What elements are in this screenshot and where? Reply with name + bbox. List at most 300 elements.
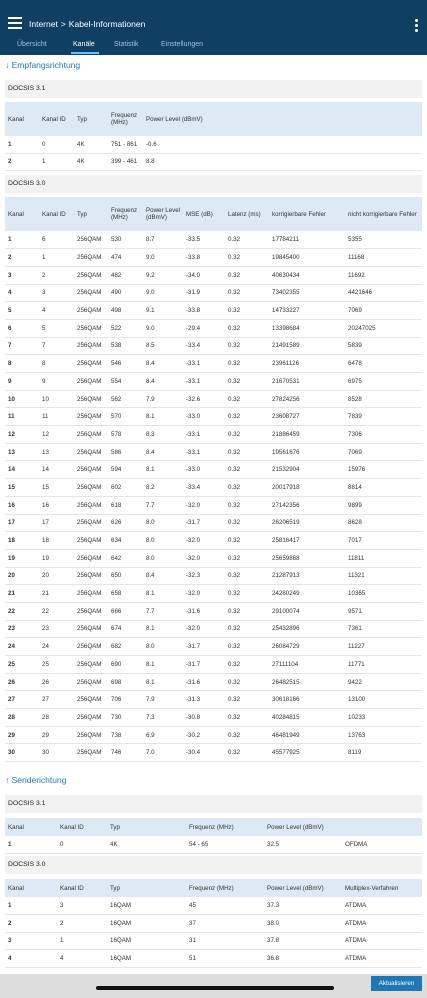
table-cell: -33.1 — [183, 373, 225, 391]
column-header: Power Level (dBmV) — [264, 879, 342, 897]
table-cell: 578 — [108, 426, 143, 444]
column-header: Power Level (dBmV) — [264, 818, 342, 836]
table-row — [5, 302, 422, 320]
table-cell: 3 — [5, 266, 39, 284]
app-bar — [0, 0, 427, 55]
table-cell: 2 — [39, 266, 74, 284]
table-row — [5, 549, 422, 567]
table-cell: 32.5 — [264, 836, 342, 853]
downstream-docsis30-heading: DOCSIS 3.0 — [5, 175, 422, 193]
table-cell: 0.32 — [225, 355, 269, 373]
table-header-row — [5, 879, 422, 897]
breadcrumb-separator: > — [60, 19, 66, 29]
table-cell: 751 - 861 — [108, 136, 143, 153]
table-cell: -31.3 — [183, 691, 225, 709]
table-row — [5, 673, 422, 691]
table-cell: 634 — [108, 532, 143, 550]
table-cell: 8.5 — [143, 337, 183, 355]
table-cell: 23 — [5, 620, 39, 638]
table-cell: 256QAM — [74, 709, 108, 727]
table-cell: 27 — [39, 691, 74, 709]
table-cell: 0.32 — [225, 319, 269, 337]
table-cell: 256QAM — [74, 355, 108, 373]
table-row — [5, 337, 422, 355]
table-cell: -30.8 — [183, 709, 225, 727]
table-row — [5, 915, 422, 933]
table-cell: 8.4 — [143, 443, 183, 461]
table-cell: 8528 — [345, 390, 422, 408]
table-cell: -32.0 — [183, 620, 225, 638]
table-cell: 1 — [57, 932, 107, 950]
table-cell: 730 — [108, 709, 143, 727]
table-cell: 618 — [108, 496, 143, 514]
table-cell: 24280249 — [269, 585, 345, 603]
table-cell: 13100 — [345, 691, 422, 709]
table-cell: 73402355 — [269, 284, 345, 302]
table-row — [5, 950, 422, 968]
table-cell: 256QAM — [74, 638, 108, 656]
table-cell: 17 — [5, 514, 39, 532]
table-cell: 13763 — [345, 726, 422, 744]
table-cell: 16QAM — [107, 897, 186, 915]
table-cell: 256QAM — [74, 585, 108, 603]
column-header: Typ — [107, 818, 186, 836]
table-row — [5, 897, 422, 915]
table-cell: 29100074 — [269, 602, 345, 620]
column-header: Latenz (ms) — [225, 197, 269, 231]
table-cell: 0.32 — [225, 744, 269, 762]
table-cell: 3 — [57, 897, 107, 915]
table-cell: -32.0 — [183, 496, 225, 514]
table-cell: 10 — [5, 390, 39, 408]
table-cell: 9 — [39, 373, 74, 391]
table-cell: 16QAM — [107, 915, 186, 933]
table-cell: 2 — [57, 915, 107, 933]
table-cell: 0.32 — [225, 337, 269, 355]
downstream-docsis31-heading: DOCSIS 3.1 — [5, 80, 422, 98]
table-row — [5, 426, 422, 444]
column-header: Frequenz (MHz) — [186, 879, 264, 897]
table-cell: 0.32 — [225, 514, 269, 532]
table-row — [5, 461, 422, 479]
table-cell: 256QAM — [74, 744, 108, 762]
table-cell: 256QAM — [74, 726, 108, 744]
table-cell: 46481949 — [269, 726, 345, 744]
upstream-docsis31-table — [5, 818, 422, 854]
table-cell: 8119 — [345, 744, 422, 762]
table-cell: 538 — [108, 337, 143, 355]
table-cell: 24 — [39, 638, 74, 656]
table-cell: -32.0 — [183, 532, 225, 550]
table-cell: 9422 — [345, 673, 422, 691]
table-cell: 15976 — [345, 461, 422, 479]
table-cell: 0 — [39, 136, 74, 153]
table-cell: 40284815 — [269, 709, 345, 727]
table-cell: 15 — [5, 479, 39, 497]
table-row — [5, 443, 422, 461]
table-cell: 27824256 — [269, 390, 345, 408]
table-cell: 256QAM — [74, 656, 108, 674]
table-cell: 36.8 — [264, 950, 342, 968]
table-cell: 256QAM — [74, 266, 108, 284]
table-cell: 28 — [5, 709, 39, 727]
upstream-docsis30-table — [5, 879, 422, 968]
table-cell: 0.32 — [225, 302, 269, 320]
table-cell: 9 — [5, 373, 39, 391]
tab-uebersicht[interactable]: Übersicht — [17, 41, 47, 48]
table-cell: 6 — [39, 231, 74, 249]
table-cell: 37.8 — [264, 932, 342, 950]
table-cell: 38.0 — [264, 915, 342, 933]
table-cell: 7069 — [345, 302, 422, 320]
table-cell: -33.4 — [183, 479, 225, 497]
table-cell: -31.7 — [183, 514, 225, 532]
table-row — [5, 319, 422, 337]
column-header: Frequenz (MHz) — [186, 818, 264, 836]
table-cell: 13 — [5, 443, 39, 461]
table-cell: 8.1 — [143, 585, 183, 603]
table-cell: 0 — [57, 836, 107, 853]
table-cell: ATDMA — [342, 915, 422, 933]
table-cell: 0.32 — [225, 691, 269, 709]
table-cell: 0.32 — [225, 426, 269, 444]
table-cell: 0.32 — [225, 709, 269, 727]
table-row — [5, 656, 422, 674]
table-cell: 586 — [108, 443, 143, 461]
table-cell: 26206519 — [269, 514, 345, 532]
table-cell: 0.32 — [225, 585, 269, 603]
table-cell: 498 — [108, 302, 143, 320]
more-options-icon[interactable] — [415, 19, 418, 34]
table-cell: -31.6 — [183, 673, 225, 691]
table-row — [5, 355, 422, 373]
table-cell: 546 — [108, 355, 143, 373]
table-cell: 7.7 — [143, 602, 183, 620]
table-cell: 256QAM — [74, 532, 108, 550]
table-row — [5, 691, 422, 709]
table-cell: 1 — [5, 136, 39, 153]
table-cell: 28 — [39, 709, 74, 727]
table-cell: 1 — [5, 897, 57, 915]
table-cell: -33.0 — [183, 461, 225, 479]
table-cell: -30.2 — [183, 726, 225, 744]
table-cell: 11 — [39, 408, 74, 426]
column-header: Power Level (dBmV) — [143, 102, 422, 136]
table-cell: 482 — [108, 266, 143, 284]
table-row — [5, 479, 422, 497]
table-row — [5, 231, 422, 249]
table-cell: 7839 — [345, 408, 422, 426]
table-cell: -32.3 — [183, 567, 225, 585]
table-cell: 8.7 — [143, 231, 183, 249]
table-header-row — [5, 818, 422, 836]
table-cell: 9.0 — [143, 284, 183, 302]
table-cell: 20017918 — [269, 479, 345, 497]
table-cell: -33.5 — [183, 231, 225, 249]
table-cell: 666 — [108, 602, 143, 620]
table-cell: 8.0 — [143, 532, 183, 550]
table-row — [5, 136, 422, 153]
table-cell: 4 — [5, 950, 57, 968]
table-cell: 8.8 — [143, 153, 422, 170]
table-cell: 256QAM — [74, 373, 108, 391]
table-cell: -33.1 — [183, 443, 225, 461]
table-cell: 4K — [107, 836, 186, 853]
table-cell: 256QAM — [74, 461, 108, 479]
tab-einstellungen[interactable]: Einstellungen — [161, 41, 204, 48]
table-cell: 16 — [5, 496, 39, 514]
table-cell: 0.32 — [225, 638, 269, 656]
table-cell: 7.3 — [143, 709, 183, 727]
column-header: Kanal — [5, 879, 57, 897]
table-cell: 3 — [39, 284, 74, 302]
table-cell: 21 — [39, 585, 74, 603]
table-cell: 8814 — [345, 479, 422, 497]
table-cell: 256QAM — [74, 337, 108, 355]
hamburger-menu-icon[interactable] — [8, 17, 22, 31]
table-row — [5, 249, 422, 267]
table-cell: 256QAM — [74, 691, 108, 709]
table-cell: 674 — [108, 620, 143, 638]
table-cell: 22 — [39, 602, 74, 620]
table-cell: 746 — [108, 744, 143, 762]
table-cell: 26 — [39, 673, 74, 691]
home-indicator[interactable] — [96, 986, 334, 990]
table-cell: 0.32 — [225, 673, 269, 691]
table-cell: 570 — [108, 408, 143, 426]
table-cell: 13398684 — [269, 319, 345, 337]
table-cell: 6.9 — [143, 726, 183, 744]
table-cell: 15 — [39, 479, 74, 497]
table-cell: 706 — [108, 691, 143, 709]
tab-statistik[interactable]: Statistik — [114, 41, 139, 48]
table-cell: 7361 — [345, 620, 422, 638]
table-row — [5, 408, 422, 426]
table-cell: 256QAM — [74, 673, 108, 691]
table-cell: -33.1 — [183, 355, 225, 373]
table-cell: 45577925 — [269, 744, 345, 762]
table-cell: 29 — [5, 726, 39, 744]
table-cell: 26 — [5, 673, 39, 691]
table-cell: 19 — [5, 549, 39, 567]
table-cell: 9899 — [345, 496, 422, 514]
table-cell: 1 — [39, 249, 74, 267]
table-cell: 17 — [39, 514, 74, 532]
column-header: Typ — [107, 879, 186, 897]
downstream-docsis30-table — [5, 197, 422, 762]
table-cell: 256QAM — [74, 479, 108, 497]
table-cell: 25 — [5, 656, 39, 674]
table-cell: 23961126 — [269, 355, 345, 373]
table-cell: 16 — [39, 496, 74, 514]
column-header: Kanal — [5, 102, 39, 136]
table-cell: 8.1 — [143, 620, 183, 638]
table-cell: 256QAM — [74, 408, 108, 426]
table-cell: 11321 — [345, 567, 422, 585]
table-cell: 7 — [39, 337, 74, 355]
table-cell: 6975 — [345, 373, 422, 391]
table-cell: ATDMA — [342, 950, 422, 968]
table-cell: 8.4 — [143, 355, 183, 373]
column-header: Power Level (dBmV) — [143, 197, 183, 231]
table-cell: 8.2 — [143, 479, 183, 497]
table-cell: 9.2 — [143, 266, 183, 284]
table-cell: 0.32 — [225, 496, 269, 514]
table-cell: 7306 — [345, 426, 422, 444]
table-cell: 37.3 — [264, 897, 342, 915]
table-cell: -34.0 — [183, 266, 225, 284]
table-cell: 7.9 — [143, 390, 183, 408]
table-cell: 8.1 — [143, 656, 183, 674]
column-header: Kanal — [5, 818, 57, 836]
table-cell: 256QAM — [74, 231, 108, 249]
table-cell: 21886459 — [269, 426, 345, 444]
breadcrumb — [29, 19, 145, 29]
table-cell: 11168 — [345, 249, 422, 267]
table-cell: 26084729 — [269, 638, 345, 656]
table-cell: -31.6 — [183, 602, 225, 620]
column-header: Kanal — [5, 197, 39, 231]
table-cell: -31.7 — [183, 638, 225, 656]
table-row — [5, 836, 422, 853]
table-cell: 256QAM — [74, 514, 108, 532]
table-cell: 4 — [57, 950, 107, 968]
table-cell: 26482515 — [269, 673, 345, 691]
table-cell: 256QAM — [74, 620, 108, 638]
table-cell: 9.0 — [143, 249, 183, 267]
table-cell: 0.32 — [225, 461, 269, 479]
table-cell: 22 — [5, 602, 39, 620]
table-cell: 682 — [108, 638, 143, 656]
page-title: Kabel-Informationen — [68, 19, 146, 29]
table-cell: 11692 — [345, 266, 422, 284]
column-header: Kanal ID — [57, 818, 107, 836]
table-row — [5, 932, 422, 950]
table-cell: 256QAM — [74, 390, 108, 408]
breadcrumb-root[interactable]: Internet — [29, 19, 58, 29]
table-cell: 4K — [74, 153, 108, 170]
column-header: MSE (dB) — [183, 197, 225, 231]
table-cell: -32.0 — [183, 585, 225, 603]
table-cell: 2 — [5, 153, 39, 170]
table-cell: 23608727 — [269, 408, 345, 426]
tab-kanaele[interactable]: Kanäle — [73, 41, 95, 48]
table-cell: 30 — [39, 744, 74, 762]
table-cell: 8.1 — [143, 461, 183, 479]
table-cell: 30618166 — [269, 691, 345, 709]
table-cell: 11227 — [345, 638, 422, 656]
table-cell: 30 — [5, 744, 39, 762]
table-row — [5, 620, 422, 638]
table-cell: 0.32 — [225, 532, 269, 550]
table-cell: 594 — [108, 461, 143, 479]
table-cell: 522 — [108, 319, 143, 337]
table-row — [5, 266, 422, 284]
table-cell: 11 — [5, 408, 39, 426]
table-cell: 0.32 — [225, 249, 269, 267]
table-header-row — [5, 197, 422, 231]
table-cell: 0.32 — [225, 567, 269, 585]
column-header: Multiplex-Verfahren — [342, 879, 422, 897]
table-cell: 17784211 — [269, 231, 345, 249]
table-cell: 602 — [108, 479, 143, 497]
upstream-docsis31-heading: DOCSIS 3.1 — [5, 795, 422, 813]
table-cell: 19845400 — [269, 249, 345, 267]
table-cell: -33.8 — [183, 249, 225, 267]
table-cell: 0.32 — [225, 620, 269, 638]
table-cell: 256QAM — [74, 249, 108, 267]
column-header: Frequenz (MHz) — [108, 102, 143, 136]
table-cell: 20 — [39, 567, 74, 585]
table-cell: -32.0 — [183, 549, 225, 567]
table-row — [5, 726, 422, 744]
table-cell: -0.6 — [143, 136, 422, 153]
table-cell: 8.4 — [143, 567, 183, 585]
table-cell: 4421646 — [345, 284, 422, 302]
table-cell: 18 — [39, 532, 74, 550]
table-cell: 24 — [5, 638, 39, 656]
table-cell: 1 — [39, 153, 74, 170]
table-cell: -29.4 — [183, 319, 225, 337]
table-cell: 562 — [108, 390, 143, 408]
table-cell: 0.32 — [225, 479, 269, 497]
table-row — [5, 514, 422, 532]
table-cell: 2 — [5, 249, 39, 267]
table-cell: 0.32 — [225, 549, 269, 567]
table-cell: 6 — [5, 319, 39, 337]
table-cell: 256QAM — [74, 443, 108, 461]
table-row — [5, 638, 422, 656]
active-tab-indicator — [71, 52, 99, 54]
table-cell: 21287913 — [269, 567, 345, 585]
table-row — [5, 744, 422, 762]
main-content — [0, 55, 427, 998]
column-header — [342, 818, 422, 836]
table-cell: 8.0 — [143, 549, 183, 567]
table-cell: 8.1 — [143, 408, 183, 426]
table-cell: -31.7 — [183, 656, 225, 674]
table-cell: 399 - 461 — [108, 153, 143, 170]
table-cell: 37 — [186, 915, 264, 933]
table-row — [5, 390, 422, 408]
table-cell: 0.32 — [225, 726, 269, 744]
table-cell: 0.32 — [225, 231, 269, 249]
table-cell: 4 — [5, 284, 39, 302]
table-cell: 0.32 — [225, 373, 269, 391]
upstream-title: ↑ Senderichtung — [5, 775, 67, 785]
table-cell: 698 — [108, 673, 143, 691]
table-cell: 626 — [108, 514, 143, 532]
table-cell: -33.8 — [183, 302, 225, 320]
downstream-title: ↓ Empfangsrichtung — [5, 60, 81, 70]
table-cell: 8628 — [345, 514, 422, 532]
table-cell: 10 — [39, 390, 74, 408]
column-header: Typ — [74, 197, 108, 231]
table-cell: 12 — [39, 426, 74, 444]
refresh-button[interactable]: Aktualisieren — [371, 976, 422, 991]
table-cell: 690 — [108, 656, 143, 674]
upstream-docsis30-heading: DOCSIS 3.0 — [5, 856, 422, 874]
table-cell: 7.0 — [143, 744, 183, 762]
table-cell: 530 — [108, 231, 143, 249]
table-cell: 7.9 — [143, 691, 183, 709]
column-header: Kanal ID — [39, 102, 74, 136]
column-header: Kanal ID — [57, 879, 107, 897]
table-cell: 256QAM — [74, 284, 108, 302]
table-cell: 16QAM — [107, 950, 186, 968]
table-cell: 4K — [74, 136, 108, 153]
table-cell: 16QAM — [107, 932, 186, 950]
